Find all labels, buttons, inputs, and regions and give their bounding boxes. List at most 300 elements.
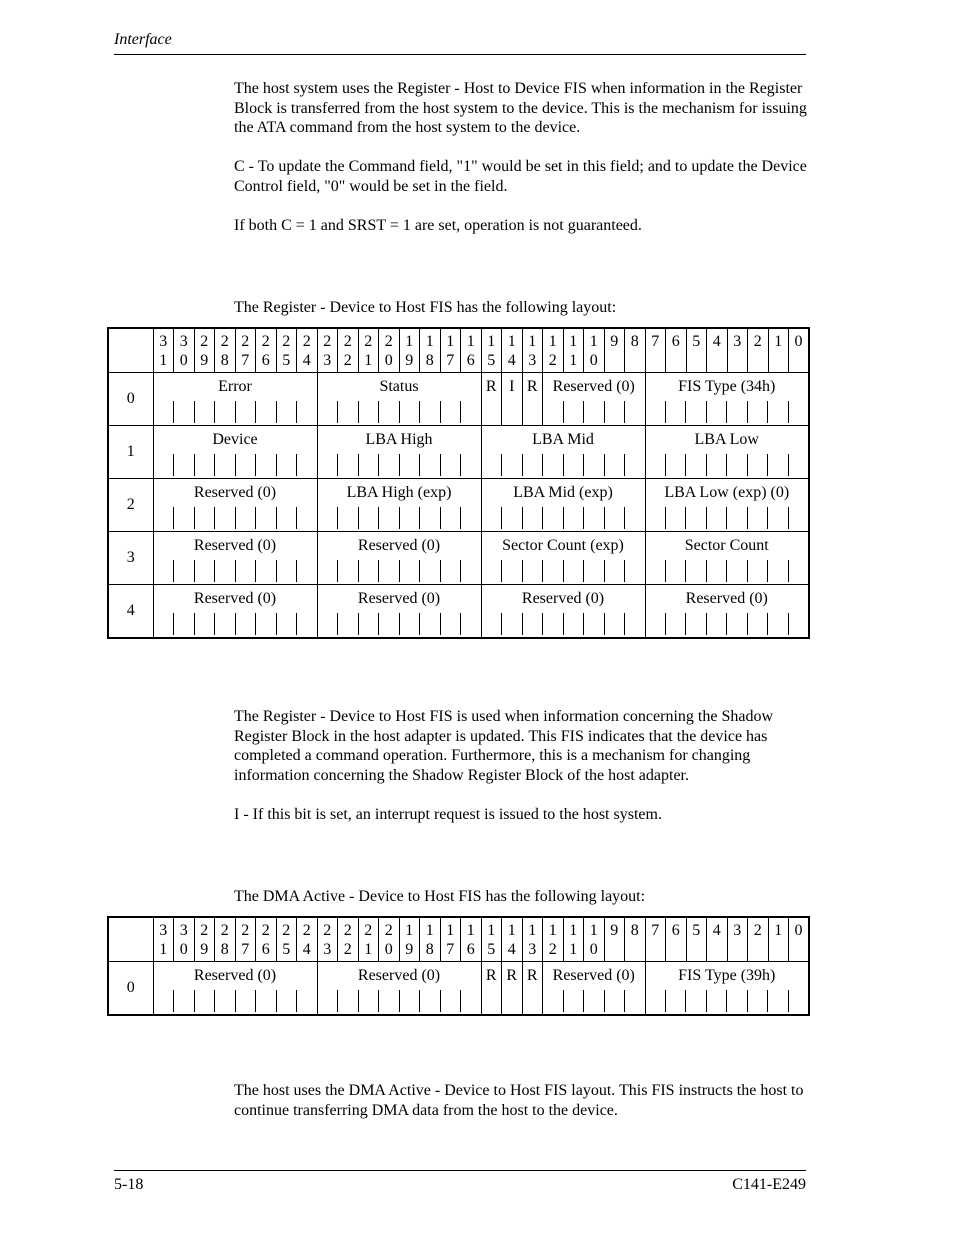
field-label: Reserved (0) xyxy=(193,484,277,501)
bit-tick xyxy=(154,613,174,635)
dword-index: 3 xyxy=(108,532,153,585)
bit-tick-marks xyxy=(646,452,809,476)
bit-number-header: 2 7 xyxy=(235,917,256,962)
bit-tick xyxy=(624,990,645,1012)
bit-number-header: 2 1 xyxy=(358,328,379,373)
bit-tick xyxy=(767,560,787,582)
field-label: I xyxy=(509,378,515,395)
bit-number-header: 2 6 xyxy=(256,917,277,962)
bit-tick xyxy=(482,990,502,1012)
field-label: FIS Type (34h) xyxy=(678,378,776,395)
bit-number-row xyxy=(108,328,809,373)
bit-tick xyxy=(154,507,174,529)
bit-number-header: 1 xyxy=(768,328,789,373)
bit-tick xyxy=(440,990,461,1012)
bit-tick xyxy=(767,613,787,635)
bit-tick xyxy=(501,507,522,529)
bit-number-header: 4 xyxy=(707,917,728,962)
bit-tick xyxy=(235,401,256,423)
bit-number-header: 9 xyxy=(604,328,625,373)
bit-number-header: 1 1 xyxy=(563,917,584,962)
fis-field xyxy=(645,585,809,638)
fis-field xyxy=(645,426,809,479)
paragraph-register-h2d-description: The host system uses the Register - Host to Device FIS when information in the Register Block is transferred from the host system to the device. This is the mechanism for issuing the ATA command from the host system to the device. xyxy=(234,80,807,137)
bit-tick-marks xyxy=(154,611,317,635)
bit-number-header: 8 xyxy=(625,328,646,373)
bit-tick xyxy=(665,560,685,582)
bit-tick-marks xyxy=(154,399,317,423)
bit-number-header: 0 xyxy=(789,328,810,373)
bit-number-header: 2 2 xyxy=(338,917,359,962)
bit-tick-marks xyxy=(154,452,317,476)
bit-tick xyxy=(419,560,440,582)
bit-tick xyxy=(419,990,440,1012)
field-label: Reserved (0) xyxy=(685,590,768,607)
bit-tick xyxy=(767,454,787,476)
bit-tick xyxy=(154,454,174,476)
bit-tick xyxy=(523,990,543,1012)
field-label: Sector Count xyxy=(684,537,769,554)
bit-tick xyxy=(747,454,767,476)
bit-tick xyxy=(194,507,215,529)
bit-number-header: 2 3 xyxy=(317,328,338,373)
bit-tick xyxy=(747,613,767,635)
bit-tick xyxy=(255,507,276,529)
header-title: Interface xyxy=(114,31,172,48)
bit-tick xyxy=(337,507,358,529)
bit-tick xyxy=(399,990,420,1012)
bit-number-header: 6 xyxy=(666,917,687,962)
bit-tick xyxy=(522,507,543,529)
bit-number-header: 1 8 xyxy=(420,917,441,962)
field-label: Reserved (0) xyxy=(193,537,277,554)
bit-tick xyxy=(665,613,685,635)
bit-tick xyxy=(173,560,194,582)
bit-tick xyxy=(624,454,645,476)
bit-tick xyxy=(665,454,685,476)
bit-tick xyxy=(665,990,685,1012)
bit-number-header: 7 xyxy=(645,328,666,373)
bit-number-header: 1 2 xyxy=(543,917,564,962)
bit-tick-marks xyxy=(318,505,481,529)
bit-tick xyxy=(173,401,194,423)
bit-tick xyxy=(358,613,379,635)
field-label: Reserved (0) xyxy=(357,590,441,607)
field-label: Reserved (0) xyxy=(521,590,605,607)
bit-tick-marks xyxy=(646,505,809,529)
bit-number-header: 2 0 xyxy=(379,328,400,373)
bit-number-header: 5 xyxy=(686,328,707,373)
bit-tick-marks xyxy=(543,399,645,423)
bit-number-header: 1 9 xyxy=(399,917,420,962)
bit-number-header: 2 9 xyxy=(194,917,215,962)
bit-tick xyxy=(583,401,604,423)
bit-tick xyxy=(646,560,665,582)
fis-field xyxy=(317,962,481,1015)
bit-tick xyxy=(522,613,543,635)
bit-number-header: 2 0 xyxy=(379,917,400,962)
bit-tick xyxy=(583,507,604,529)
dword-row xyxy=(108,479,809,532)
bit-number-header: 2 8 xyxy=(215,328,236,373)
fis-field xyxy=(153,479,317,532)
bit-number-header: 1 2 xyxy=(543,328,564,373)
bit-tick xyxy=(318,454,338,476)
bit-tick xyxy=(685,990,705,1012)
bit-number-header: 1 6 xyxy=(461,917,482,962)
bit-tick xyxy=(318,560,338,582)
bit-tick xyxy=(522,454,543,476)
bit-number-header: 2 5 xyxy=(276,328,297,373)
bit-number-header: 6 xyxy=(666,328,687,373)
bit-tick xyxy=(358,401,379,423)
bit-tick xyxy=(173,507,194,529)
bit-tick xyxy=(378,560,399,582)
bit-tick xyxy=(378,401,399,423)
bit-tick xyxy=(543,401,563,423)
bit-tick xyxy=(440,454,461,476)
field-label: Device xyxy=(212,431,258,448)
bit-tick xyxy=(194,613,215,635)
fis-field xyxy=(317,532,481,585)
bit-tick xyxy=(624,401,645,423)
bit-tick xyxy=(460,613,481,635)
bit-tick xyxy=(646,401,665,423)
bit-number-header: 2 xyxy=(748,917,769,962)
fis-field xyxy=(481,373,502,426)
bit-number-header: 8 xyxy=(625,917,646,962)
bit-tick-marks xyxy=(502,399,522,423)
bit-tick xyxy=(706,560,726,582)
bit-tick xyxy=(767,507,787,529)
bit-tick xyxy=(399,613,420,635)
paragraph-dma-active-description: The host uses the DMA Active - Device to Host FIS layout. This FIS instructs the host to continue transferring DMA data from the host to the device. xyxy=(234,1082,804,1119)
field-label: FIS Type (39h) xyxy=(678,967,776,984)
field-label: Reserved (0) xyxy=(552,967,635,984)
bit-tick-marks xyxy=(154,988,317,1012)
bit-tick-marks xyxy=(523,988,543,1012)
bit-tick xyxy=(685,454,705,476)
header-corner-cell xyxy=(108,917,153,962)
bit-tick xyxy=(214,990,235,1012)
bit-tick xyxy=(543,990,563,1012)
bit-tick xyxy=(726,560,746,582)
bit-number-header: 2 7 xyxy=(235,328,256,373)
bit-tick xyxy=(337,990,358,1012)
bit-tick xyxy=(747,990,767,1012)
bit-number-row xyxy=(108,917,809,962)
field-label: R xyxy=(506,967,518,984)
bit-tick xyxy=(501,454,522,476)
bit-tick-marks xyxy=(482,505,645,529)
bit-number-header: 1 0 xyxy=(584,917,605,962)
bit-tick xyxy=(296,990,317,1012)
bit-number-header: 1 4 xyxy=(502,917,523,962)
paragraph-c-bit-description: C - To update the Command field, "1" would be set in this field; and to update the Device Control field, "0" would be set in the field. xyxy=(234,158,807,195)
bit-tick xyxy=(296,454,317,476)
bit-number-header: 1 4 xyxy=(502,328,523,373)
bit-tick xyxy=(563,454,584,476)
bit-tick xyxy=(563,401,584,423)
bit-tick xyxy=(276,613,297,635)
bit-tick xyxy=(337,560,358,582)
bit-tick xyxy=(726,990,746,1012)
bit-tick xyxy=(255,454,276,476)
bit-tick xyxy=(255,990,276,1012)
bit-tick xyxy=(419,507,440,529)
bit-tick xyxy=(542,507,563,529)
bit-tick-marks xyxy=(482,399,502,423)
bit-tick-marks xyxy=(318,611,481,635)
bit-tick xyxy=(337,454,358,476)
bit-number-header: 1 7 xyxy=(440,917,461,962)
bit-tick xyxy=(767,990,787,1012)
bit-tick-marks xyxy=(646,399,809,423)
bit-number-header: 1 xyxy=(768,917,789,962)
bit-tick xyxy=(214,454,235,476)
field-label: Reserved (0) xyxy=(193,590,277,607)
bit-tick xyxy=(214,560,235,582)
dword-index: 1 xyxy=(108,426,153,479)
fis-field xyxy=(522,373,543,426)
bit-tick xyxy=(296,560,317,582)
bit-tick-marks xyxy=(482,611,645,635)
bit-tick xyxy=(726,401,746,423)
paragraph-srst-note: If both C = 1 and SRST = 1 are set, operation is not guaranteed. xyxy=(234,217,642,234)
bit-tick xyxy=(235,560,256,582)
bit-number-header: 2 1 xyxy=(358,917,379,962)
bit-tick xyxy=(482,560,502,582)
field-label: Sector Count (exp) xyxy=(502,537,624,554)
bit-tick-marks xyxy=(318,988,481,1012)
fis-field xyxy=(645,532,809,585)
bit-tick xyxy=(419,613,440,635)
bit-tick xyxy=(460,990,481,1012)
bit-number-header: 5 xyxy=(686,917,707,962)
fis-field xyxy=(481,532,645,585)
bit-tick xyxy=(194,560,215,582)
bit-number-header: 1 0 xyxy=(584,328,605,373)
bit-tick xyxy=(665,507,685,529)
bit-tick xyxy=(154,560,174,582)
fis-field xyxy=(645,373,809,426)
field-label: R xyxy=(526,378,538,395)
bit-tick xyxy=(542,560,563,582)
bit-tick xyxy=(173,613,194,635)
bit-tick xyxy=(460,454,481,476)
bit-tick-marks xyxy=(482,988,502,1012)
dword-row xyxy=(108,532,809,585)
fis-field xyxy=(502,962,523,1015)
bit-tick-marks xyxy=(318,452,481,476)
bit-tick xyxy=(440,560,461,582)
dword-row xyxy=(108,962,809,1015)
bit-tick xyxy=(337,613,358,635)
bit-tick xyxy=(501,560,522,582)
bit-number-header: 9 xyxy=(604,917,625,962)
field-label: Reserved (0) xyxy=(357,537,441,554)
bit-tick xyxy=(604,613,625,635)
bit-tick xyxy=(706,401,726,423)
bit-tick xyxy=(214,401,235,423)
bit-tick xyxy=(685,613,705,635)
bit-number-header: 3 xyxy=(727,917,748,962)
bit-tick xyxy=(747,401,767,423)
field-label: LBA Mid (exp) xyxy=(513,484,613,501)
bit-tick xyxy=(194,990,215,1012)
bit-tick xyxy=(482,507,502,529)
bit-tick xyxy=(173,990,194,1012)
bit-tick xyxy=(502,401,522,423)
dma-active-fis-table xyxy=(107,916,810,1016)
bit-tick-marks xyxy=(482,452,645,476)
bit-tick xyxy=(399,454,420,476)
bit-number-header: 3 xyxy=(727,328,748,373)
bit-tick xyxy=(624,560,645,582)
bit-tick xyxy=(685,507,705,529)
bit-tick xyxy=(646,613,665,635)
bit-tick xyxy=(726,507,746,529)
bit-tick xyxy=(646,990,665,1012)
bit-tick xyxy=(399,507,420,529)
field-label: LBA Mid xyxy=(532,431,594,448)
fis-field xyxy=(481,962,502,1015)
bit-tick xyxy=(563,507,584,529)
bit-tick xyxy=(706,613,726,635)
bit-tick-marks xyxy=(646,558,809,582)
bit-tick xyxy=(276,401,297,423)
bit-tick xyxy=(706,507,726,529)
fis-field xyxy=(317,426,481,479)
bit-tick xyxy=(788,560,808,582)
bit-tick xyxy=(214,507,235,529)
fis-field xyxy=(153,585,317,638)
bit-number-header: 2 2 xyxy=(338,328,359,373)
bit-number-header: 4 xyxy=(707,328,728,373)
bit-number-header: 2 4 xyxy=(297,328,318,373)
bit-tick xyxy=(502,990,522,1012)
bit-tick xyxy=(542,613,563,635)
bit-tick-marks xyxy=(646,611,809,635)
bit-tick xyxy=(726,454,746,476)
bit-number-header: 0 xyxy=(789,917,810,962)
fis-field xyxy=(481,426,645,479)
bit-tick xyxy=(235,613,256,635)
bit-tick xyxy=(378,613,399,635)
register-d2h-fis-table xyxy=(107,327,810,639)
bit-tick xyxy=(665,401,685,423)
bit-tick xyxy=(563,613,584,635)
bit-number-header: 2 3 xyxy=(317,917,338,962)
bit-tick xyxy=(440,507,461,529)
bit-tick xyxy=(583,454,604,476)
bit-tick xyxy=(255,401,276,423)
field-label: Status xyxy=(379,378,419,395)
dword-row xyxy=(108,373,809,426)
bit-tick xyxy=(523,401,543,423)
bit-tick-marks xyxy=(523,399,543,423)
bit-tick xyxy=(235,454,256,476)
bit-tick xyxy=(419,401,440,423)
bit-number-header: 1 3 xyxy=(522,328,543,373)
bit-tick xyxy=(154,401,174,423)
field-label: LBA Low xyxy=(694,431,759,448)
bit-tick xyxy=(788,401,808,423)
bit-number-header: 3 1 xyxy=(153,917,174,962)
bit-tick xyxy=(378,454,399,476)
bit-tick xyxy=(276,560,297,582)
bit-tick xyxy=(255,613,276,635)
bit-tick xyxy=(563,560,584,582)
bit-tick xyxy=(378,507,399,529)
bit-tick xyxy=(747,560,767,582)
bit-tick xyxy=(604,401,625,423)
bit-number-header: 1 7 xyxy=(440,328,461,373)
bit-number-header: 2 9 xyxy=(194,328,215,373)
bit-tick xyxy=(235,990,256,1012)
bit-tick xyxy=(358,507,379,529)
bit-tick xyxy=(194,454,215,476)
bit-tick xyxy=(624,613,645,635)
bit-tick xyxy=(706,454,726,476)
bit-tick xyxy=(788,613,808,635)
bit-tick xyxy=(542,454,563,476)
bit-tick-marks xyxy=(646,988,809,1012)
fis-field xyxy=(317,479,481,532)
field-label: R xyxy=(485,378,497,395)
bit-tick xyxy=(646,454,665,476)
fis-field xyxy=(153,532,317,585)
bit-tick xyxy=(460,560,481,582)
fis-field xyxy=(543,962,646,1015)
fis-field xyxy=(153,962,317,1015)
fis-field xyxy=(317,585,481,638)
field-label: Reserved (0) xyxy=(357,967,441,984)
bit-tick xyxy=(788,990,808,1012)
bit-tick xyxy=(214,613,235,635)
bit-tick xyxy=(583,990,604,1012)
bit-tick-marks xyxy=(543,988,645,1012)
dword-index: 4 xyxy=(108,585,153,638)
dword-row xyxy=(108,585,809,638)
bit-tick xyxy=(624,507,645,529)
bit-tick xyxy=(788,507,808,529)
bit-tick xyxy=(604,507,625,529)
bit-tick xyxy=(318,613,338,635)
bit-tick xyxy=(767,401,787,423)
bit-tick xyxy=(685,401,705,423)
field-label: Error xyxy=(218,378,252,395)
bit-tick xyxy=(296,613,317,635)
dword-row xyxy=(108,426,809,479)
bit-number-header: 1 8 xyxy=(420,328,441,373)
field-label: LBA Low (exp) (0) xyxy=(664,484,790,501)
fis-field xyxy=(522,962,543,1015)
bit-tick xyxy=(276,990,297,1012)
paragraph-i-bit-description: I - If this bit is set, an interrupt request is issued to the host system. xyxy=(234,806,662,823)
bit-tick xyxy=(173,454,194,476)
bit-tick xyxy=(235,507,256,529)
bit-number-header: 1 5 xyxy=(481,328,502,373)
fis-field xyxy=(645,962,809,1015)
bit-tick-marks xyxy=(154,505,317,529)
bit-number-header: 7 xyxy=(645,917,666,962)
fis-field xyxy=(543,373,646,426)
bit-tick xyxy=(583,560,604,582)
bit-number-header: 1 3 xyxy=(522,917,543,962)
document-id: C141-E249 xyxy=(732,1176,806,1193)
bit-number-header: 1 5 xyxy=(481,917,502,962)
